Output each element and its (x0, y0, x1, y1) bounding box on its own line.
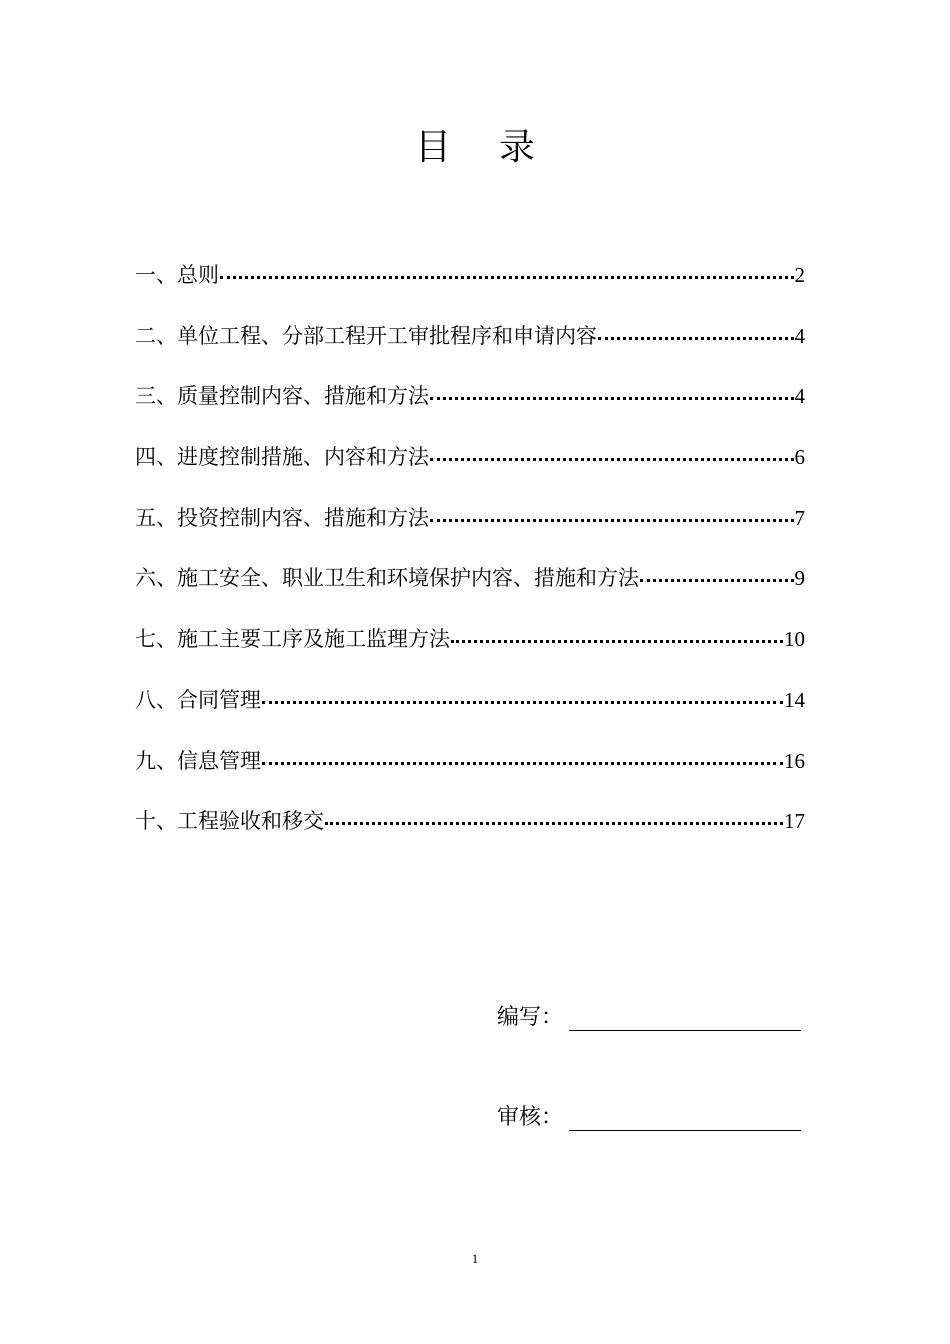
toc-entry-page: 14 (784, 687, 805, 712)
toc-entry-label: 六、施工安全、职业卫生和环境保护内容、措施和方法 (135, 566, 639, 591)
toc-entry-label: 一、总则 (135, 263, 219, 287)
toc-entry-page: 16 (784, 748, 805, 773)
toc-dot-leader (640, 565, 794, 585)
author-label: 编写： (497, 1005, 564, 1030)
toc-entry (135, 501, 805, 562)
toc-entry-page: 10 (784, 627, 805, 652)
toc-entry (135, 319, 805, 380)
toc-entry (135, 744, 805, 805)
toc-dot-leader (430, 444, 794, 464)
toc-entry-label: 七、施工主要工序及施工监理方法 (135, 627, 450, 652)
toc-entry (135, 683, 805, 744)
page-number: 1 (471, 1251, 479, 1266)
toc-dot-leader (430, 383, 794, 403)
toc-dot-leader (430, 505, 794, 525)
toc-dot-leader (451, 626, 783, 646)
toc-entry-page: 4 (794, 323, 805, 348)
toc-entry-page: 6 (794, 445, 805, 470)
toc-entry-label: 八、合同管理 (135, 687, 261, 712)
toc-entry-label: 五、投资控制内容、措施和方法 (135, 505, 429, 530)
author-signature-row (497, 1000, 801, 1031)
toc-entry (135, 258, 805, 319)
toc-entry (135, 622, 805, 683)
toc-dot-leader (598, 323, 794, 343)
reviewer-signature-row (497, 1100, 801, 1131)
toc-dot-leader (220, 262, 794, 282)
document-title: 目录 (414, 127, 583, 168)
toc-entry (135, 804, 805, 865)
reviewer-label: 审核： (497, 1105, 564, 1130)
toc-entry-page: 2 (794, 263, 805, 287)
toc-entry-page: 7 (794, 505, 805, 530)
toc-entry-label: 四、进度控制措施、内容和方法 (135, 445, 429, 470)
toc-entry-page: 9 (794, 566, 805, 591)
toc-entry-page: 4 (794, 384, 805, 409)
author-signature-line (569, 1002, 801, 1031)
toc-dot-leader (262, 687, 783, 707)
toc-entry (135, 440, 805, 501)
toc-entry (135, 379, 805, 440)
table-of-contents (135, 258, 805, 865)
toc-entry-label: 二、单位工程、分部工程开工审批程序和申请内容 (135, 323, 597, 348)
toc-entry-label: 九、信息管理 (135, 748, 261, 773)
toc-entry-label: 三、质量控制内容、措施和方法 (135, 384, 429, 409)
reviewer-signature-line (569, 1102, 801, 1131)
toc-entry-page: 17 (784, 809, 805, 834)
toc-dot-leader (325, 808, 783, 828)
toc-dot-leader (262, 748, 783, 768)
toc-entry (135, 561, 805, 622)
toc-entry-label: 十、工程验收和移交 (135, 809, 324, 834)
